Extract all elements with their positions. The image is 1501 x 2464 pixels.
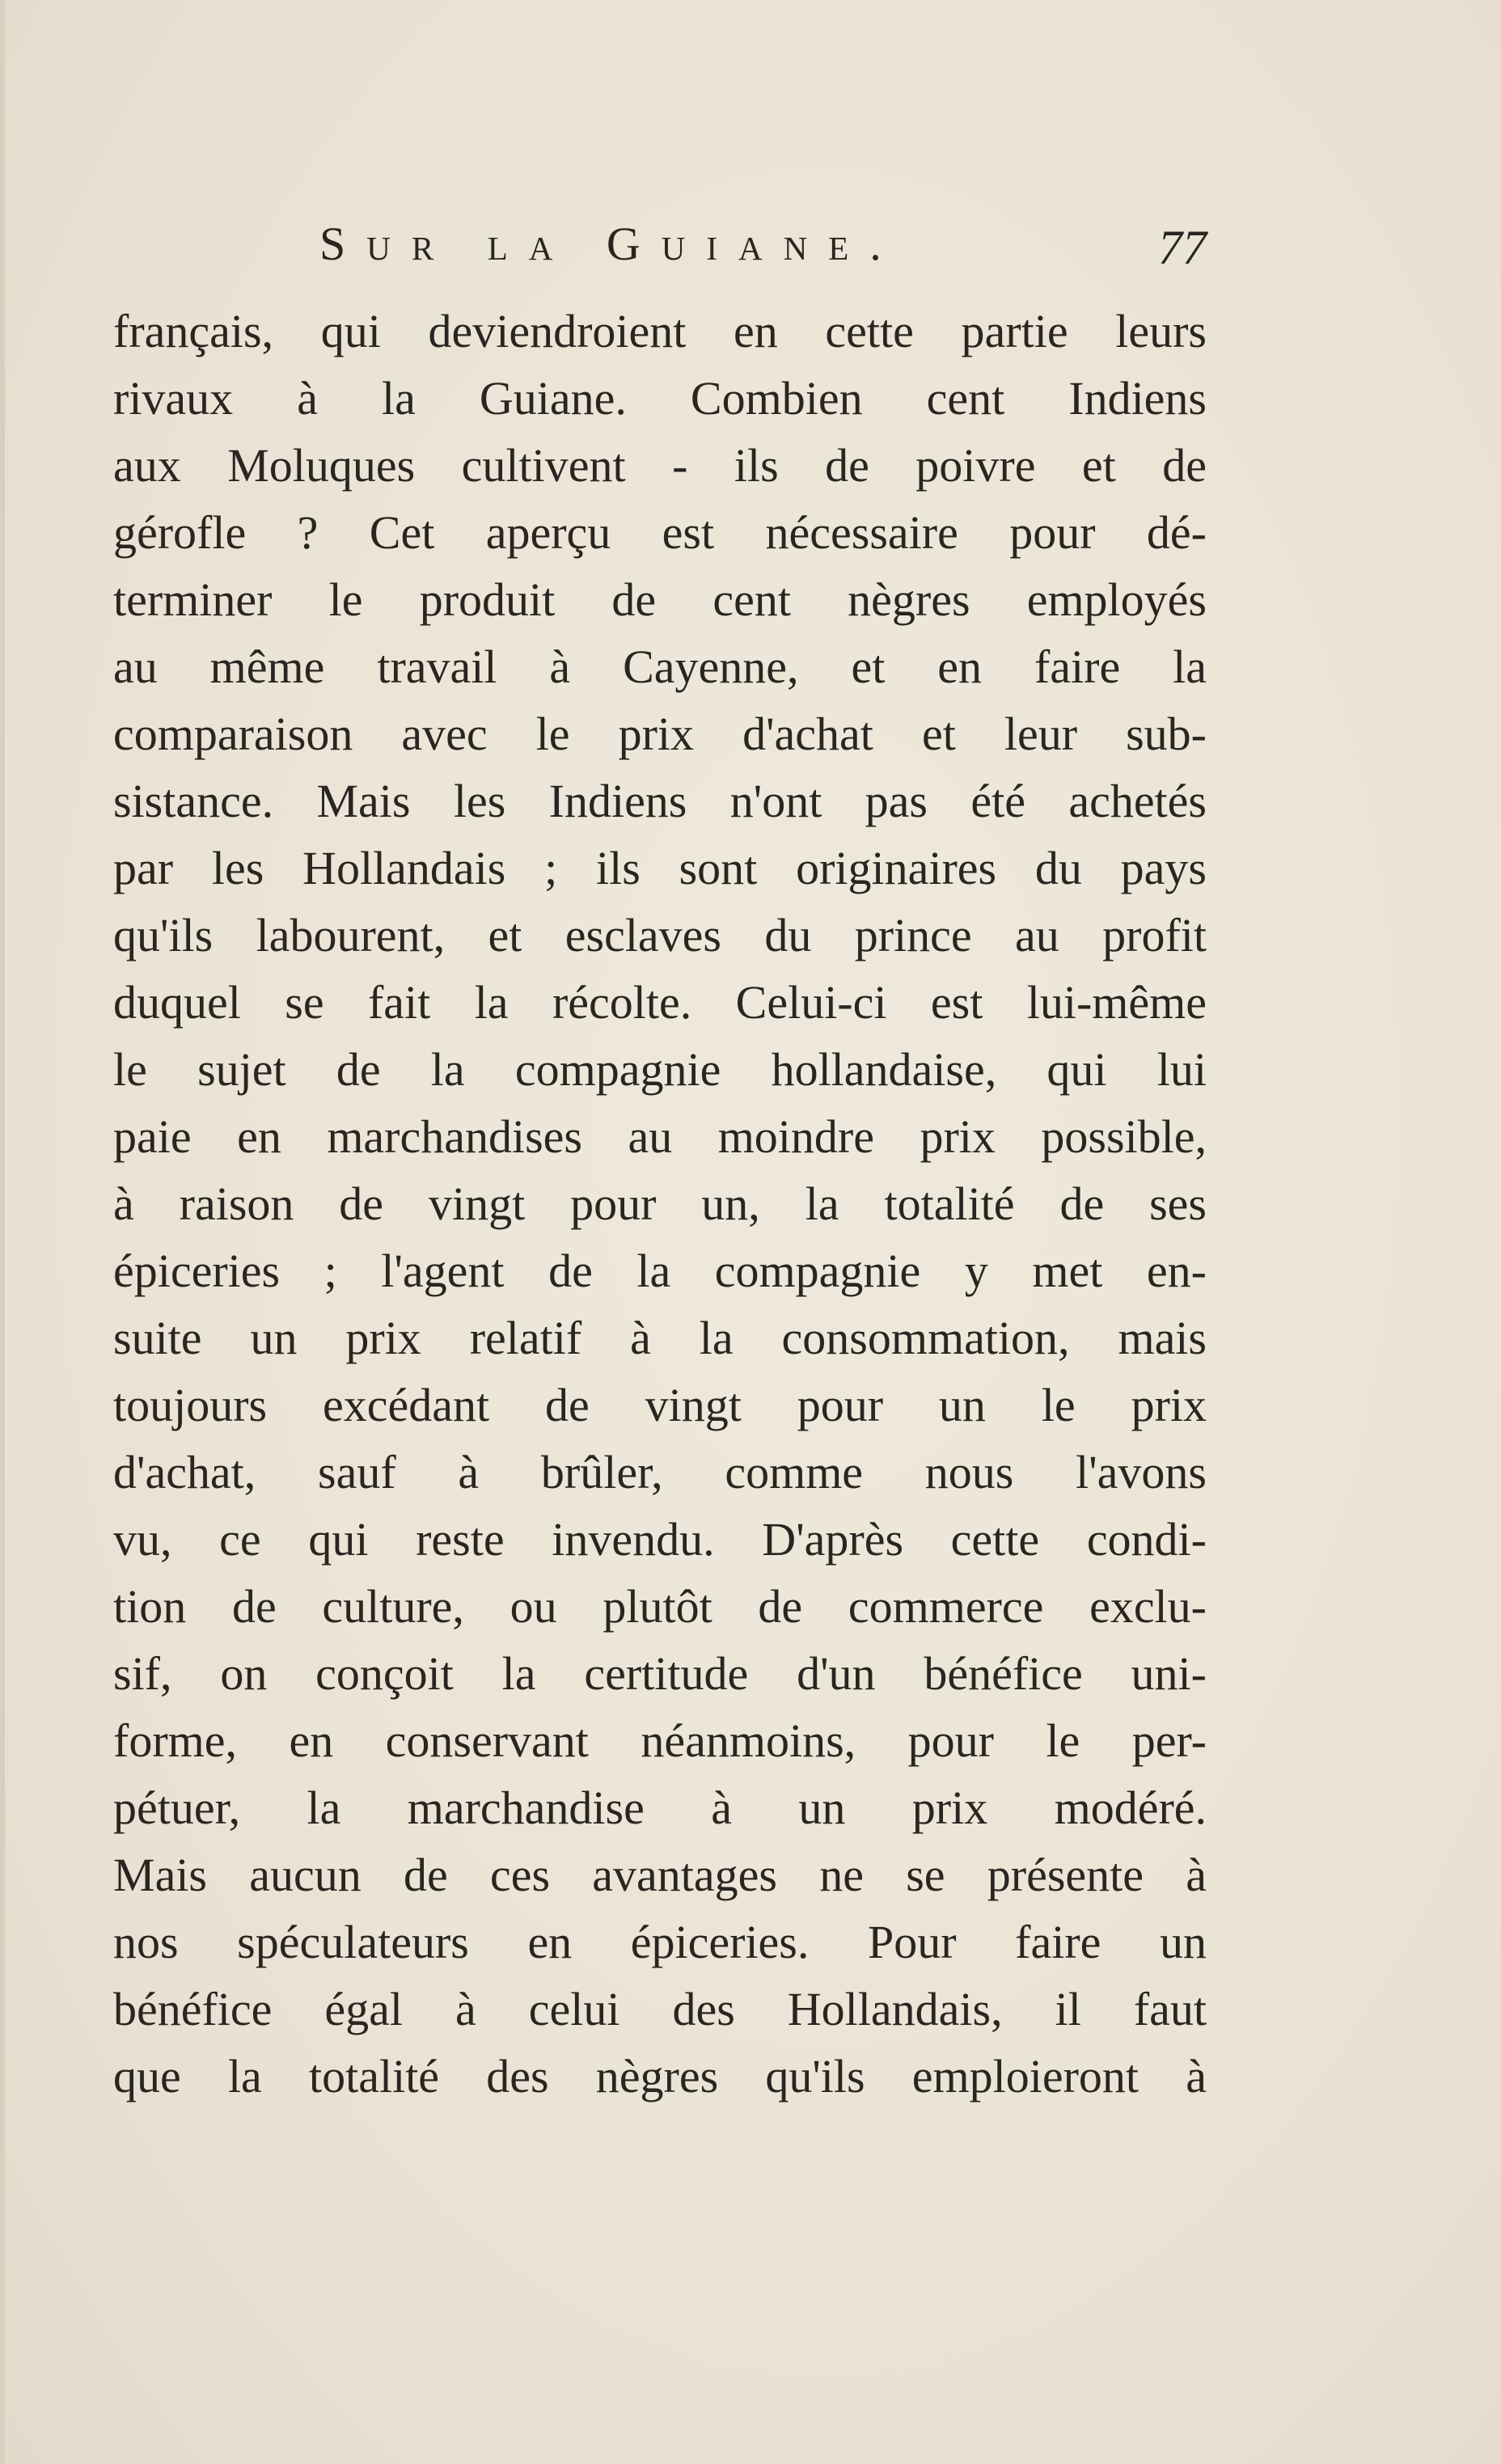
text-line	[113, 1908, 1207, 1976]
text-line-content: nos spéculateurs en épiceries. Pour faire un	[113, 1916, 1207, 1968]
text-line-content: sistance. Mais les Indiens n'ont pas été achetés	[113, 775, 1207, 827]
page-number: 77	[1158, 221, 1207, 274]
text-line-content: épiceries ; l'agent de la compagnie y met en-	[113, 1245, 1207, 1297]
text-line	[113, 1439, 1207, 1506]
text-line-content: français, qui deviendroient en cette partie leurs	[113, 305, 1207, 357]
text-line	[113, 1304, 1207, 1371]
text-line	[113, 499, 1207, 566]
text-line-content: tion de culture, ou plutôt de commerce exclu-	[113, 1580, 1207, 1633]
text-line	[113, 1506, 1207, 1573]
text-line	[113, 1640, 1207, 1707]
text-line	[113, 1841, 1207, 1908]
text-line	[113, 2043, 1207, 2110]
text-line-content: Mais aucun de ces avantages ne se présente à	[113, 1849, 1207, 1901]
text-line-content: gérofle ? Cet aperçu est nécessaire pour dé-	[113, 506, 1207, 559]
text-line	[113, 1371, 1207, 1439]
text-line-content: toujours excédant de vingt pour un le prix	[113, 1379, 1207, 1431]
text-line-content: pétuer, la marchandise à un prix modéré.	[113, 1781, 1207, 1834]
text-line	[113, 1774, 1207, 1841]
text-line	[113, 365, 1207, 432]
text-line	[113, 1707, 1207, 1774]
text-line	[113, 1573, 1207, 1640]
text-line-content: comparaison avec le prix d'achat et leur sub-	[113, 708, 1207, 760]
text-line	[113, 298, 1207, 365]
text-line	[113, 902, 1207, 969]
text-line	[113, 1170, 1207, 1237]
text-line	[113, 969, 1207, 1036]
text-line	[113, 767, 1207, 835]
text-line-content: suite un prix relatif à la consommation, mais	[113, 1312, 1207, 1364]
text-line	[113, 1976, 1207, 2043]
text-line	[113, 566, 1207, 633]
body-text	[113, 298, 1207, 2110]
text-line-content: par les Hollandais ; ils sont originaires du pays	[113, 842, 1207, 894]
text-line-content: forme, en conservant néanmoins, pour le per-	[113, 1714, 1207, 1767]
running-title: Sur la Guiane.	[319, 218, 903, 270]
text-line-content: que la totalité des nègres qu'ils emploieront à	[113, 2050, 1207, 2103]
text-line-content: qu'ils labourent, et esclaves du prince au profit	[113, 909, 1207, 962]
text-line-content: à raison de vingt pour un, la totalité de ses	[113, 1177, 1207, 1230]
page-header	[113, 217, 1207, 290]
text-line	[113, 700, 1207, 767]
text-line	[113, 1237, 1207, 1304]
text-line-content: terminer le produit de cent nègres employés	[113, 573, 1207, 626]
text-line-content: sif, on conçoit la certitude d'un bénéfice uni-	[113, 1647, 1207, 1700]
text-line	[113, 432, 1207, 499]
text-line-content: bénéfice égal à celui des Hollandais, il faut	[113, 1983, 1207, 2035]
text-line-content: au même travail à Cayenne, et en faire la	[113, 640, 1207, 693]
text-line	[113, 835, 1207, 902]
text-line-content: paie en marchandises au moindre prix possible,	[113, 1110, 1207, 1163]
text-line-content: vu, ce qui reste invendu. D'après cette condi-	[113, 1513, 1207, 1566]
text-line-content: aux Moluques cultivent - ils de poivre et de	[113, 439, 1207, 492]
text-line-content: rivaux à la Guiane. Combien cent Indiens	[113, 372, 1207, 425]
text-line	[113, 1103, 1207, 1170]
text-line	[113, 633, 1207, 700]
text-line-content: le sujet de la compagnie hollandaise, qui lui	[113, 1043, 1207, 1096]
text-line-content: d'achat, sauf à brûler, comme nous l'avons	[113, 1446, 1207, 1498]
text-line	[113, 1036, 1207, 1103]
page-edge	[0, 0, 5, 2464]
text-line-content: duquel se fait la récolte. Celui-ci est lui-même	[113, 976, 1207, 1029]
